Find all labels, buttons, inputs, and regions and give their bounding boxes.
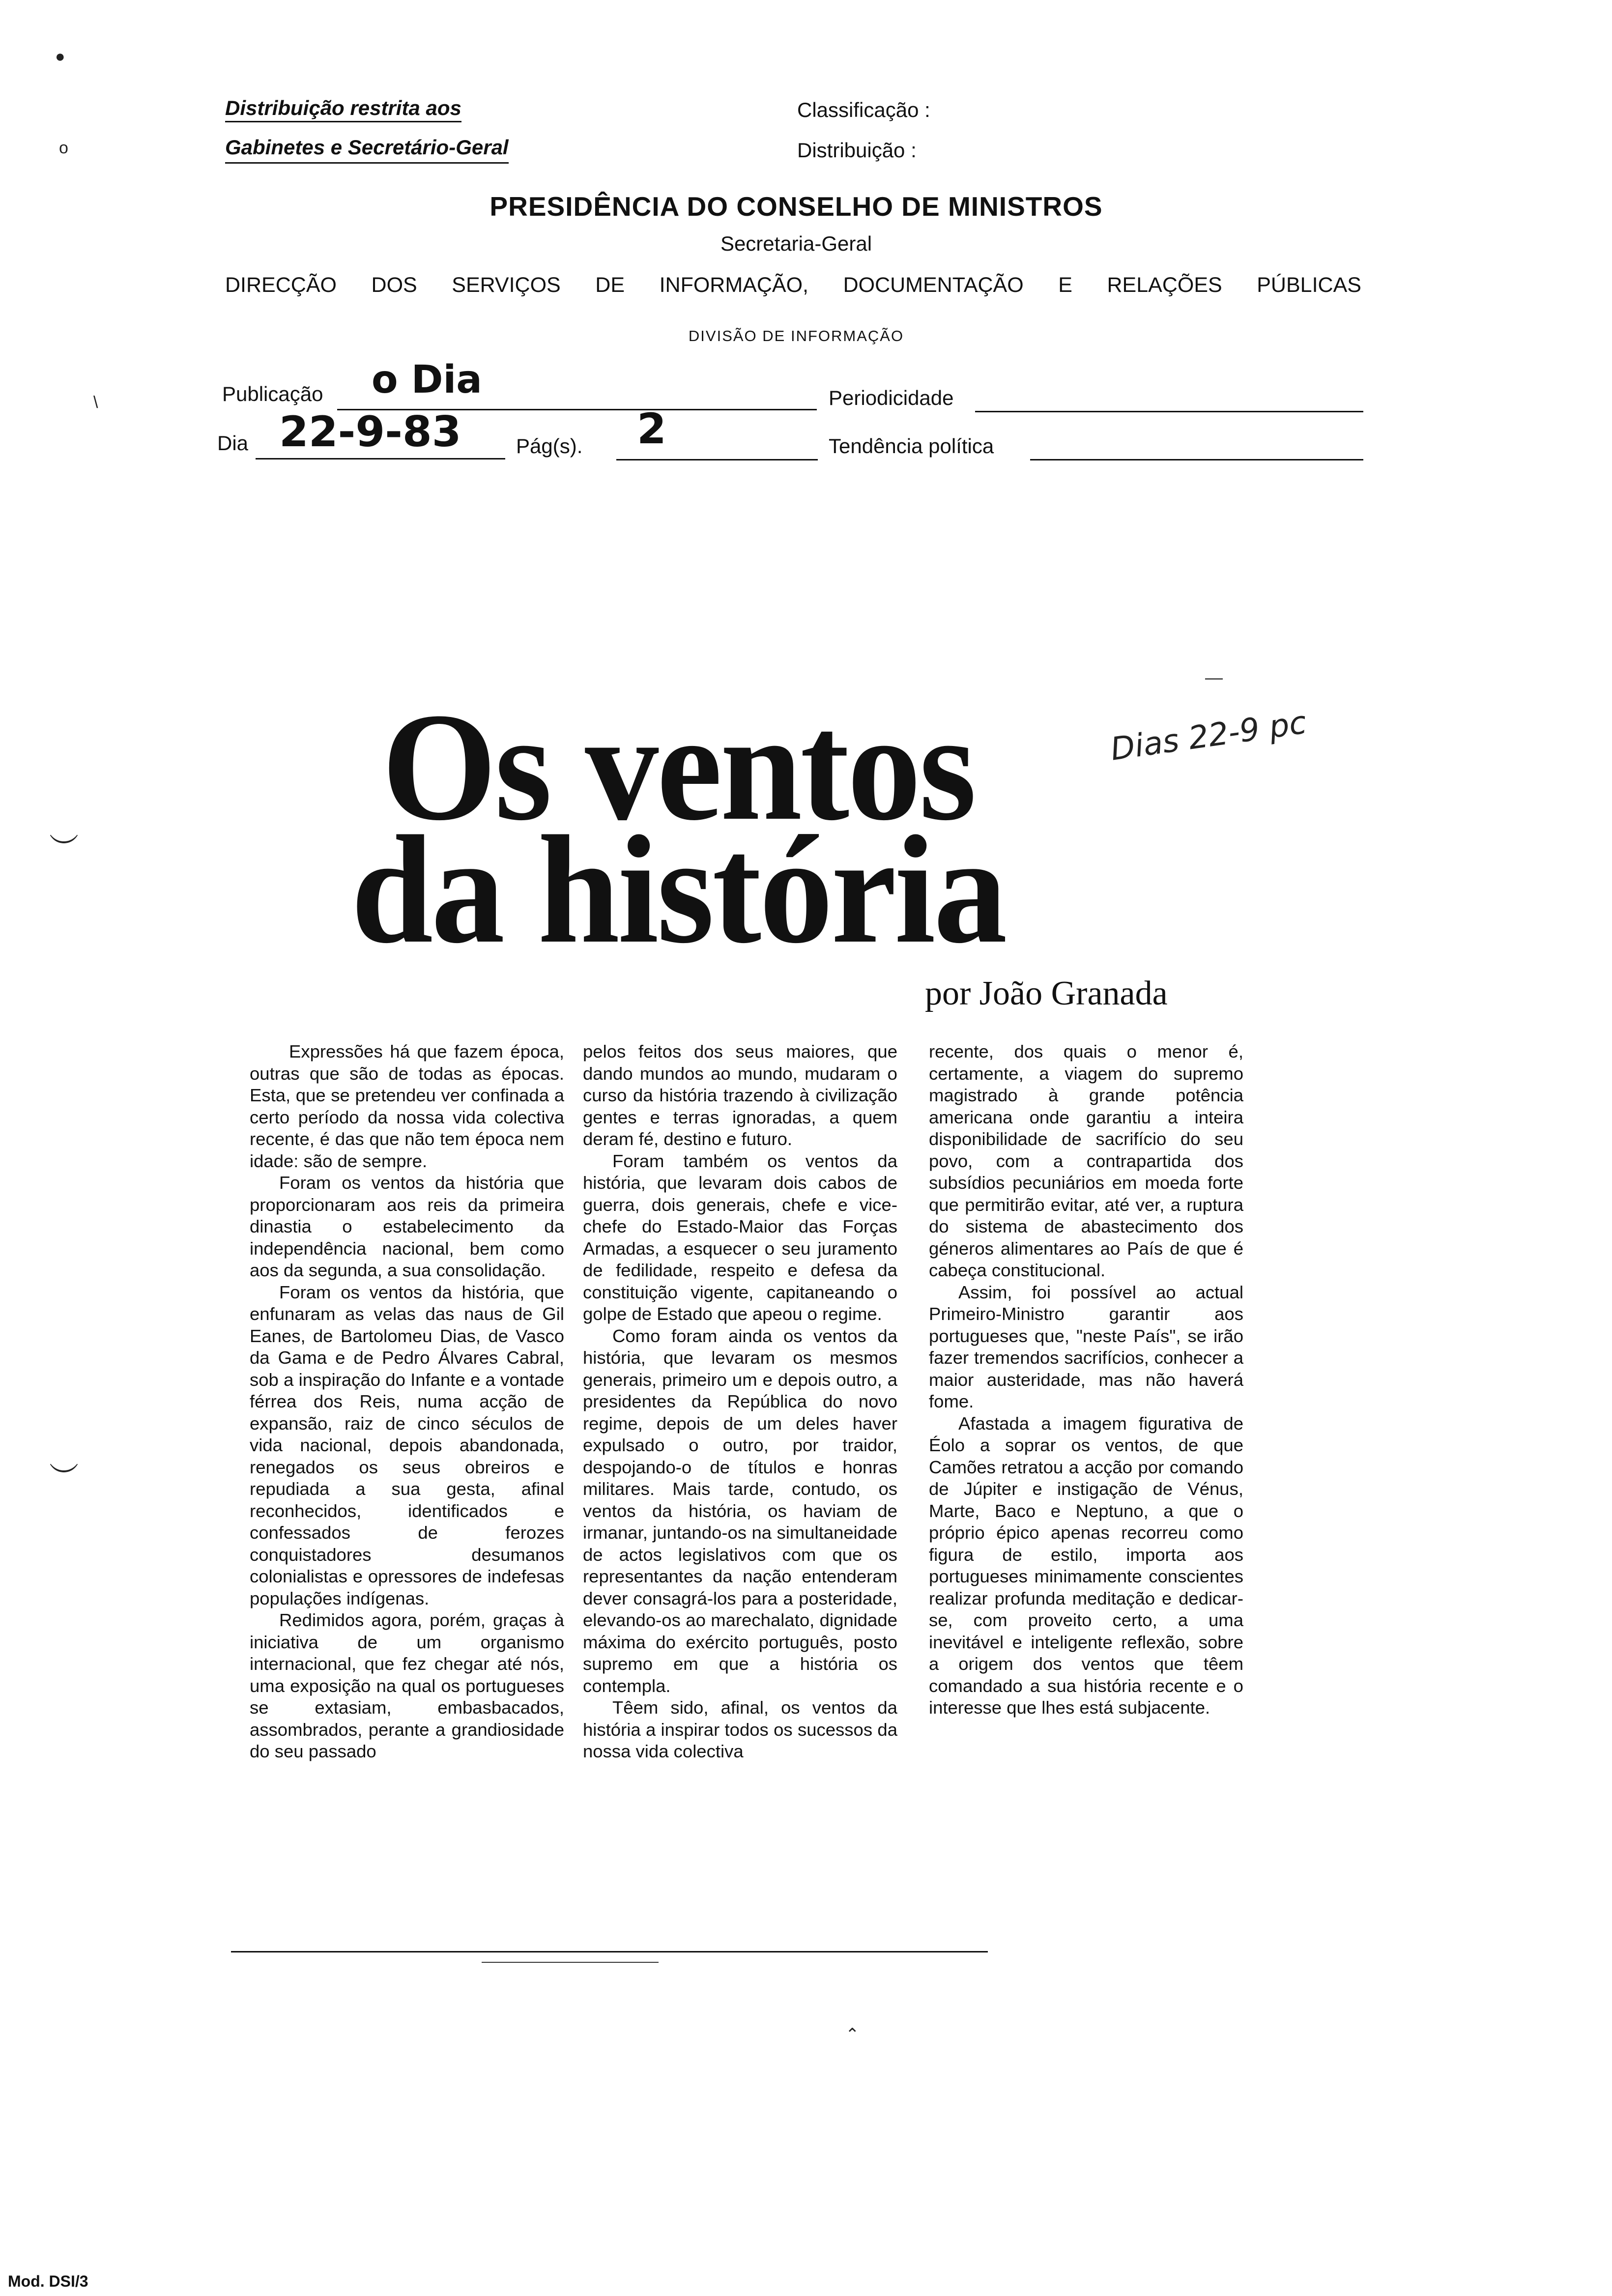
handwritten-annotation: [1106, 704, 1309, 865]
publicacao-label: Publicação: [222, 382, 323, 405]
organization-title: PRESIDÊNCIA DO CONSELHO DE MINISTROS: [489, 191, 1103, 222]
directorate-word: PÚBLICAS: [1257, 273, 1361, 297]
scan-mark: [1205, 678, 1223, 680]
directorate-word: DE: [595, 273, 625, 297]
dia-field-line: [256, 458, 505, 459]
paragraph: Assim, foi possível ao actual Primeiro-Ministro garantir aos portugueses que, "neste País", se irão fazer tremendos sacrifícios, conhecer a maior austeridade, mas não haverá fome.: [929, 1282, 1243, 1411]
article-bottom-rule-short: [482, 1962, 659, 1963]
dia-handwritten-value: 22-9-83: [279, 407, 461, 457]
periodicidade-field-line: [975, 411, 1363, 412]
pags-handwritten-value: 2: [637, 404, 666, 454]
article-column-2: [583, 1041, 897, 1763]
distribuicao-label: Distribuição :: [797, 139, 917, 162]
article-column-3: [929, 1041, 1243, 1719]
directorate-word: DIRECÇÃO: [225, 273, 337, 297]
paragraph: Afastada a imagem figurativa de Éolo a soprar os ventos, de que Camões retratou a acção por comando de Júpiter e instigação de Vénus, Marte, Baco e Neptuno, a que o próprio épico apenas recorreu como figura de estilo, importa aos portugueses minimamente conscientes realizar profunda meditação e dedicar-se, com proveito certo, a uma inevitável e inteligente reflexão, sobre a origem dos ventos que têem comandado a sua história recente e o interesse que lhes está subjacente.: [929, 1413, 1243, 1718]
restricted-distribution-line2: Gabinetes e Secretário-Geral: [225, 136, 509, 164]
paragraph: Foram os ventos da história que proporcionaram aos reis da primeira dinastia o estabelecimento da independência nacional, bem como aos da segunda, a sua consolidação.: [250, 1173, 564, 1280]
directorate-word: DOS: [371, 273, 417, 297]
publicacao-handwritten-value: o Dia: [372, 358, 482, 402]
scan-speck: ⌃: [845, 2025, 860, 2044]
directorate-word: E: [1058, 273, 1072, 297]
article-bottom-rule: [231, 1951, 988, 1952]
headline-line1: Os ventos: [382, 681, 975, 853]
directorate-word: INFORMAÇÃO,: [659, 273, 808, 297]
scan-mark: \: [93, 393, 98, 412]
paragraph: recente, dos quais o menor é, certamente, a viagem do supremo magistrado à grande potência americana onde garantiu a inteira disponibilidade de sacrifício do seu povo, com a contrapartida dos subsídios pecuniários em moeda forte que permitirão evitar, até ver, a ruptura do sistema de abastecimento dos géneros alimentares ao País de que é cabeça constitucional.: [929, 1041, 1243, 1280]
paragraph: Como foram ainda os ventos da história, que levaram os mesmos generais, primeiro um e depois outro, a presidentes da República do novo regime, depois de um deles haver expulsado o outro, por traidor, despojando-o de títulos e honras militares. Mais tarde, contudo, os ventos da história, os haviam de irmanar, juntando-os na simultaneidade de actos legislativos com que os representantes da nação entenderam dever consagrá-los para a posteridade, elevando-os ao marechalato, dignidade máxima do exército português, posto supremo em que a história os contempla.: [583, 1325, 897, 1696]
paragraph: Foram os ventos da história, que enfunaram as velas das naus de Gil Eanes, de Bartolomeu Dias, de Vasco da Gama e de Pedro Álvares Cabral, sob a inspiração do Infante e a vontade férrea dos Reis, numa acção de expansão, raiz de cinco séculos de vida nacional, depois abandonada, renegados os seus obreiros e repudiada a sua gesta, afinal reconhecidos, identificados e confessados de ferozes conquistadores desumanos colonialistas e opressores de indefesas populações indígenas.: [250, 1282, 564, 1608]
directorate-word: SERVIÇOS: [452, 273, 561, 297]
directorate-word: DOCUMENTAÇÃO: [843, 273, 1024, 297]
paragraph: Expressões há que fazem época, outras que são de todas as épocas. Esta, que se pretendeu ver confinada a certo período da nossa vida colectiva recente, é das que não tem época nem idade: são de sempre.: [250, 1041, 564, 1171]
directorate-word: RELAÇÕES: [1107, 273, 1222, 297]
tendencia-field-line: [1030, 459, 1363, 460]
headline-line2: da história: [351, 804, 1006, 976]
paragraph: Têem sido, afinal, os ventos da história a inspirar todos os sucessos da nossa vida colectiva: [583, 1697, 897, 1761]
directorate-title: [225, 273, 1361, 297]
paragraph: Redimidos agora, porém, graças à iniciativa de um organismo internacional, que fez chegar até nós, uma exposição na qual os portugueses se extasiam, embasbacados, assombrados, perante a grandiosidade do seu passado: [250, 1610, 564, 1761]
scan-speck: ●: [55, 47, 65, 66]
classificacao-label: Classificação :: [797, 98, 930, 121]
periodicidade-label: Periodicidade: [829, 386, 954, 409]
division-title: DIVISÃO DE INFORMAÇÃO: [688, 327, 904, 344]
paragraph: pelos feitos dos seus maiores, que dando mundos ao mundo, mudaram o curso da história trazendo à civilização gentes e terras ignoradas, a quem deram fé, destino e futuro.: [583, 1041, 897, 1149]
article-byline: por João Granada: [925, 975, 1168, 1012]
scan-mark: ︶: [49, 832, 79, 865]
restricted-distribution-line1: Distribuição restrita aos: [225, 96, 461, 122]
secretariat-title: Secretaria-Geral: [720, 232, 872, 255]
article-column-1: [250, 1041, 564, 1763]
paragraph: Foram também os ventos da história, que levaram dois cabos de guerra, dois generais, chefe e vice-chefe do Estado-Maior das Forças Armadas, a esquecer o seu juramento de fedilidade, respeito e defesa da constituição vigente, capitaneando o golpe de Estado que apeou o regime.: [583, 1150, 897, 1324]
pags-field-line: [616, 459, 818, 460]
scan-mark: ︶: [49, 1462, 79, 1494]
tendencia-label: Tendência política: [829, 434, 994, 458]
dia-label: Dia: [217, 431, 249, 455]
annotation-text: Dias 22-9 pc: [1108, 704, 1309, 768]
form-code: Mod. DSI/3: [8, 2272, 88, 2290]
pags-label: Pág(s).: [516, 434, 583, 458]
scan-speck: o: [59, 139, 68, 157]
